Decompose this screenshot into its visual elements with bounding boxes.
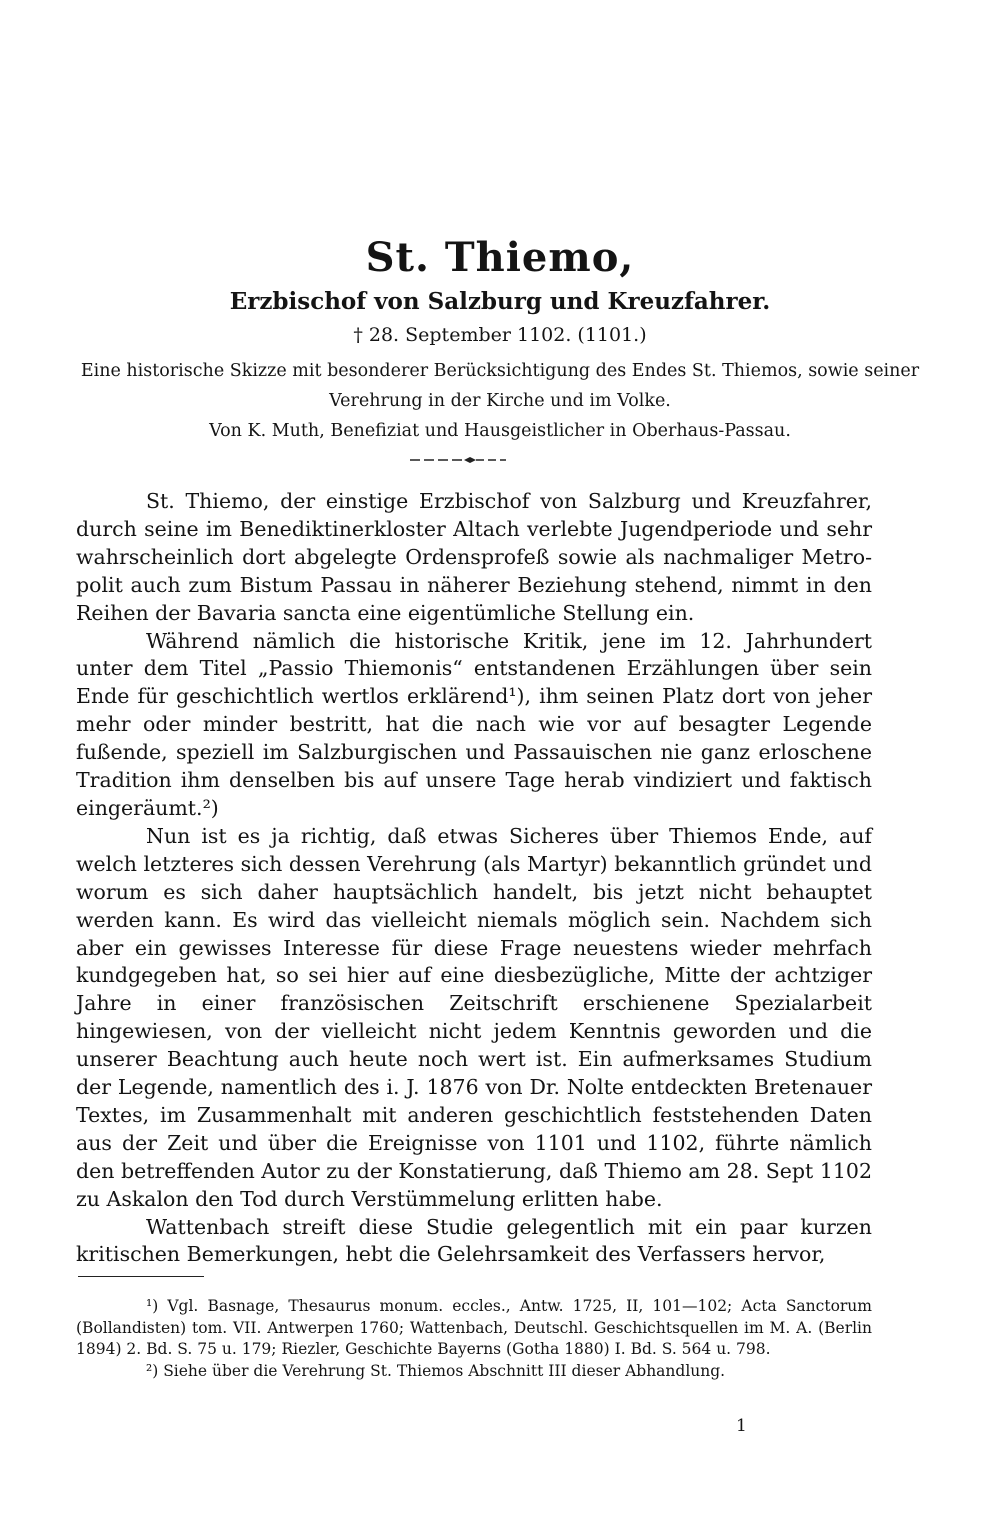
body-text [76,488,872,1269]
paragraph-3: Nun ist es ja richtig, daß etwas Sicheres über Thiemos Ende, auf welch letzteres sich dessen Verehrung (als Martyr) bekanntlich gründet und worum es sich daher hauptsächlich handelt, bis jetzt nicht behauptet werden kann. Es wird das vielleicht niemals möglich sein. Nachdem sich aber ein gewisses Interesse für diese Frage neuestens wieder mehrfach kundgegeben hat, so sei hier auf eine diesbezügliche, Mitte der achtziger Jahre in einer französischen Zeitschrift erschienene Spezialarbeit hingewiesen, von der vielleicht nicht jedem Kenntnis geworden und die unserer Beachtung auch heute noch wert ist. Ein aufmerksames Studium der Legende, namentlich des i. J. 1876 von Dr. Nolte entdeckten Bretenauer Textes, im Zusammenhalt mit anderen geschichtlich feststehenden Daten aus der Zeit und über die Ereignisse von 1101 und 1102, führte nämlich den betreffenden Autor zu der Konstatierung, daß Thiemo am 28. Sept 1102 zu Askalon den Tod durch Verstümmelung erlitten habe. [76,823,872,1211]
paragraph-2: Während nämlich die historische Kritik, jene im 12. Jahrhundert unter dem Titel „Passio Thiemonis“ entstandenen Erzählungen über sein Ende für geschichtlich wertlos erklärend¹), ihm seinen Platz dort von jeher mehr oder minder bestritt, hat die nach wie vor auf besagter Legende fußende, speziell im Salzburgischen und Passauischen nie ganz erloschene Tradition ihm denselben bis auf unsere Tage herab vindiziert und faktisch eingeräumt.²) [76,628,872,820]
article-title: St. Thiemo, [365,234,635,281]
death-date: † 28. September 1102. (1101.) [353,324,647,346]
divider-ornament [408,455,508,465]
footnotes [76,1296,872,1382]
article-subtitle: Erzbischof von Salzburg und Kreuzfahrer. [229,288,771,315]
article-description: Eine historische Skizze mit besonderer Berücksichtigung des Endes St. Thiemos, sowie seiner Verehrung in der Kirche und im Volke. [80,361,920,411]
paragraph-1: St. Thiemo, der einstige Erzbischof von Salzburg und Kreuzfahrer, durch seine im Benediktinerkloster Altach verlebte Jugendperiode und sehr wahrscheinlich dort abgelegte Ordensprofeß sowie als nachmaliger Metropolit auch zum Bistum Passau in näherer Beziehung stehend, nimmt in den Reihen der Bavaria sancta eine eigentümliche Stellung ein. [76,489,872,625]
footnote-rule [78,1276,204,1277]
paragraph-4: Wattenbach streift diese Studie gelegentlich mit ein paar kurzen kritischen Bemerkungen, hebt die Gelehrsamkeit des Verfassers hervor, [76,1214,872,1267]
author-line: Von K. Muth, Benefiziat und Hausgeistlicher in Oberhaus-Passau. [209,421,791,441]
footnote-1: ¹) Vgl. Basnage, Thesaurus monum. eccles., Antw. 1725, II, 101—102; Acta Sanctorum (Bollandisten) tom. VII. Antwerpen 1760; Wattenbach, Deutschl. Geschichtsquellen im M. A. (Berlin 1894) 2. Bd. S. 75 u. 179; Riezler, Geschichte Bayerns (Gotha 1880) I. Bd. S. 564 u. 798. [76,1297,872,1358]
footnote-2: ²) Siehe über die Verehrung St. Thiemos Abschnitt III dieser Abhandlung. [146,1361,726,1380]
signature-mark: 1 [736,1416,747,1436]
